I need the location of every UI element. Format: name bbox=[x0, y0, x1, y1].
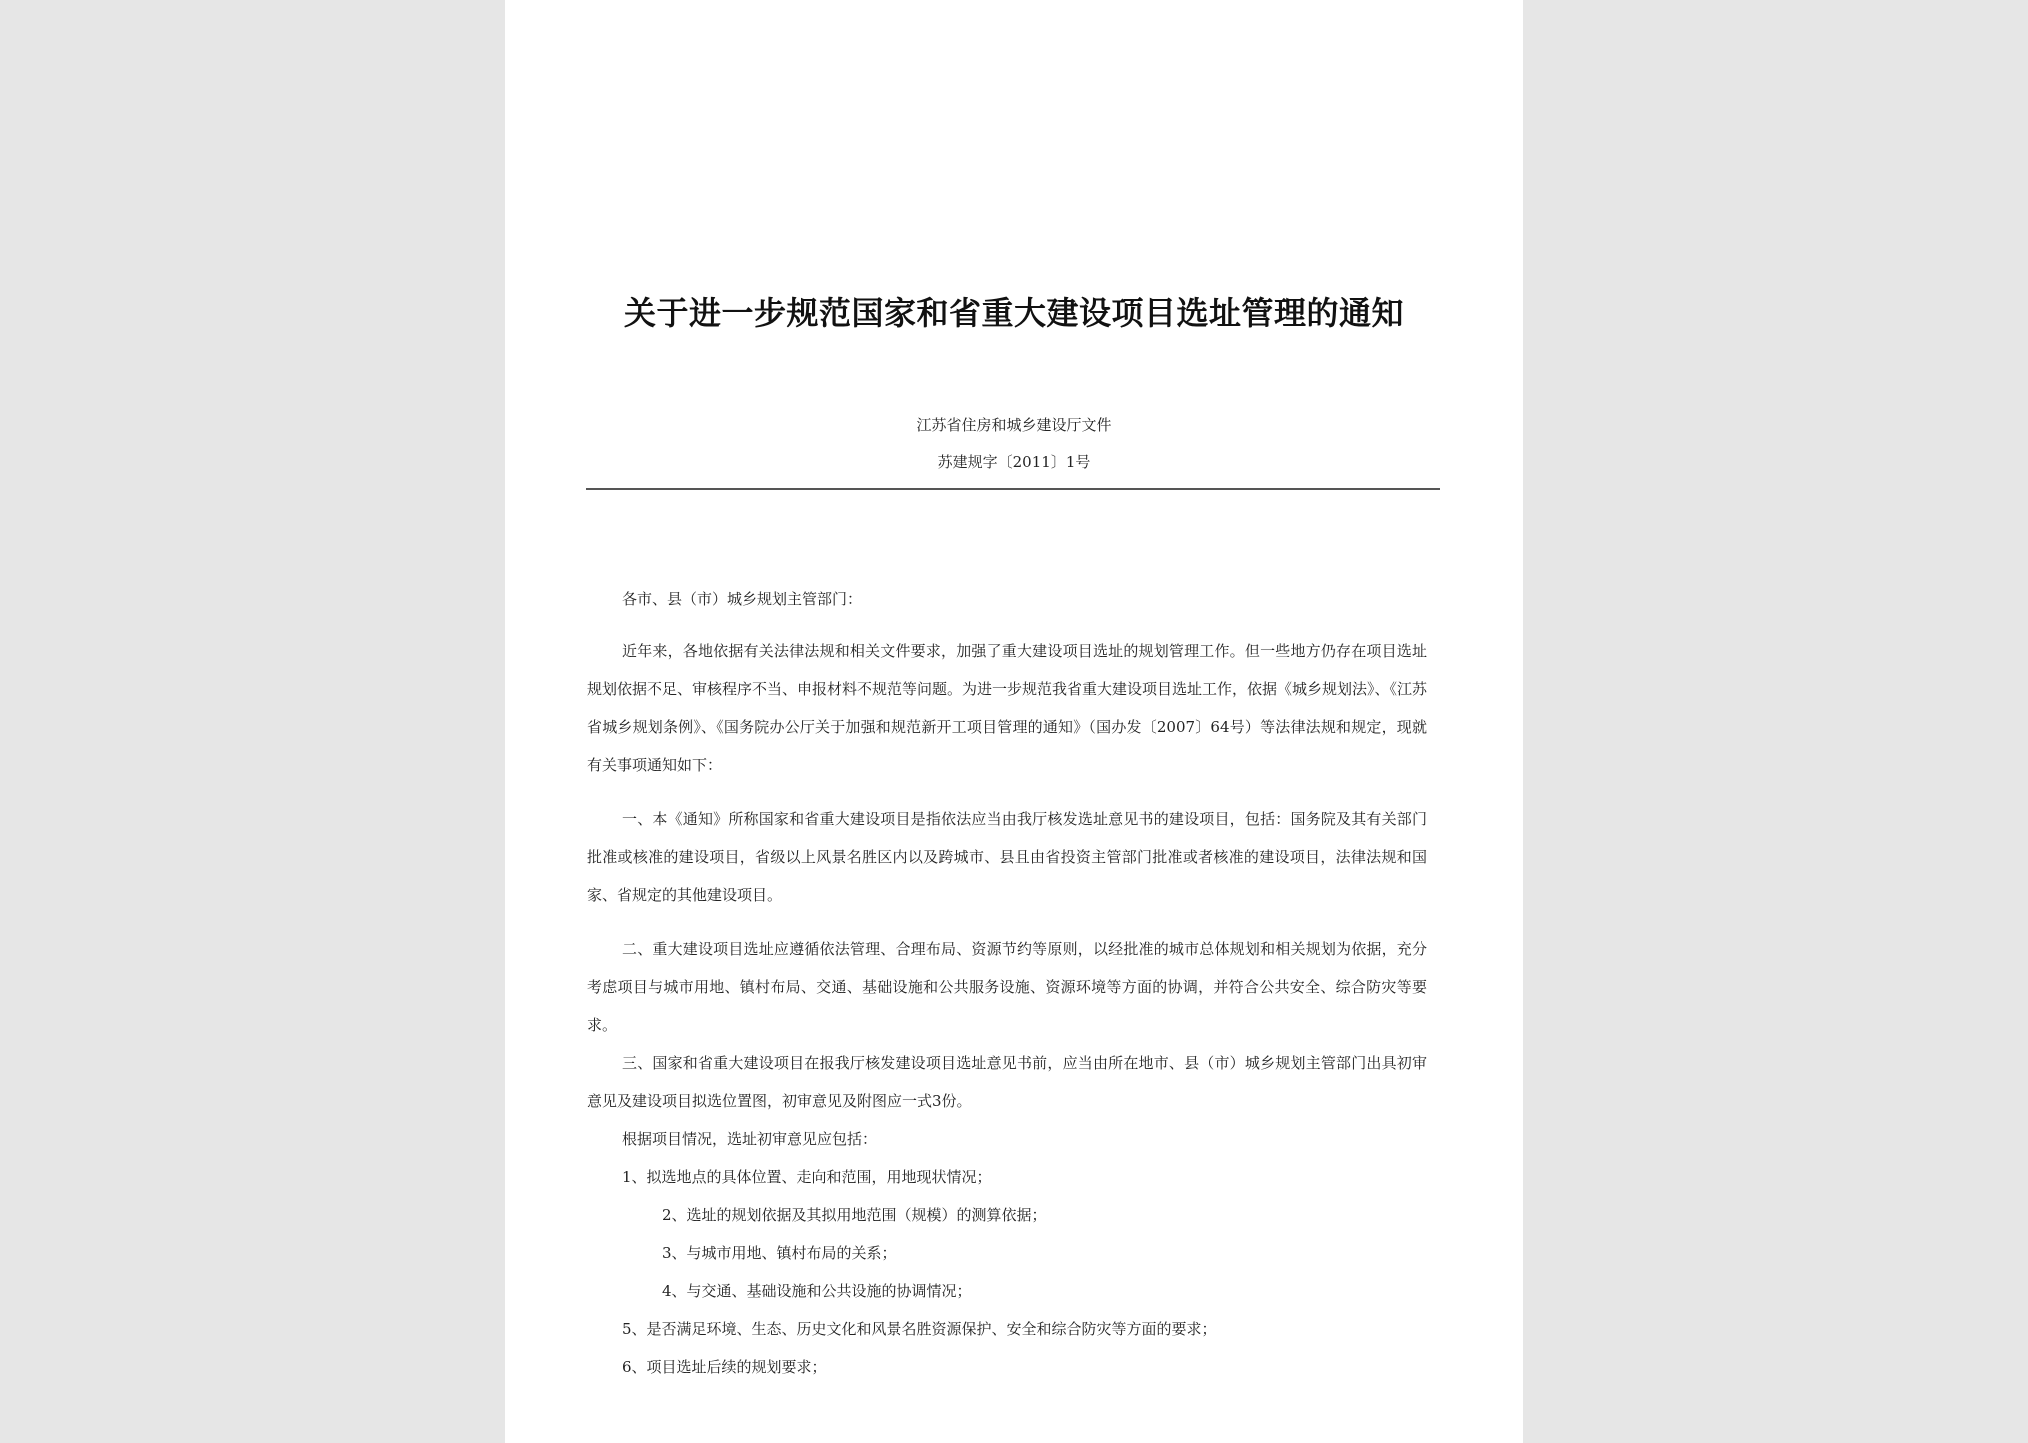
salutation: 各市、县（市）城乡规划主管部门： bbox=[622, 590, 863, 608]
list-item: 5、是否满足环境、生态、历史文化和风景名胜资源保护、安全和综合防灾等方面的要求； bbox=[622, 1320, 1217, 1338]
list-item: 6、项目选址后续的规划要求； bbox=[622, 1358, 827, 1376]
document-number: 苏建规字〔2011〕1号 bbox=[937, 453, 1091, 471]
document-page bbox=[505, 0, 1523, 1443]
document-title: 关于进一步规范国家和省重大建设项目选址管理的通知 bbox=[623, 294, 1404, 332]
section-2-paragraph: 二、重大建设项目选址应遵循依法管理、合理布局、资源节约等原则，以经批准的城市总体规划和相关规划为依据，充分考虑项目与城市用地、镇村布局、交通、基础设施和公共服务设施、资源环境等方面的协调，并符合公共安全、综合防灾等要求。 bbox=[587, 940, 1427, 1034]
document-body bbox=[587, 580, 1427, 1386]
intro-paragraph: 近年来，各地依据有关法律法规和相关文件要求，加强了重大建设项目选址的规划管理工作。但一些地方仍存在项目选址规划依据不足、审核程序不当、申报材料不规范等问题。为进一步规范我省重大建设项目选址工作，依据《城乡规划法》、《江苏省城乡规划条例》、《国务院办公厅关于加强和规范新开工项目管理的通知》（国办发〔2007〕64号）等法律法规和规定，现就有关事项通知如下： bbox=[587, 642, 1428, 774]
list-item: 2、选址的规划依据及其拟用地范围（规模）的测算依据； bbox=[662, 1206, 1047, 1224]
section-1-paragraph: 一、本《通知》所称国家和省重大建设项目是指依法应当由我厅核发选址意见书的建设项目，包括：国务院及其有关部门批准或核准的建设项目，省级以上风景名胜区内以及跨城市、县且由省投资主管部门批准或者核准的建设项目，法律法规和国家、省规定的其他建设项目。 bbox=[587, 810, 1427, 904]
list-item: 1、拟选地点的具体位置、走向和范围，用地现状情况； bbox=[622, 1168, 992, 1186]
section-3-paragraph: 三、国家和省重大建设项目在报我厅核发建设项目选址意见书前，应当由所在地市、县（市）城乡规划主管部门出具初审意见及建设项目拟选位置图，初审意见及附图应一式3份。 bbox=[587, 1054, 1427, 1110]
header-divider bbox=[586, 488, 1440, 490]
list-item: 4、与交通、基础设施和公共设施的协调情况； bbox=[662, 1282, 972, 1300]
list-item: 3、与城市用地、镇村布局的关系； bbox=[662, 1244, 897, 1262]
issuing-authority: 江苏省住房和城乡建设厅文件 bbox=[916, 416, 1112, 434]
criteria-intro: 根据项目情况，选址初审意见应包括： bbox=[622, 1130, 878, 1148]
